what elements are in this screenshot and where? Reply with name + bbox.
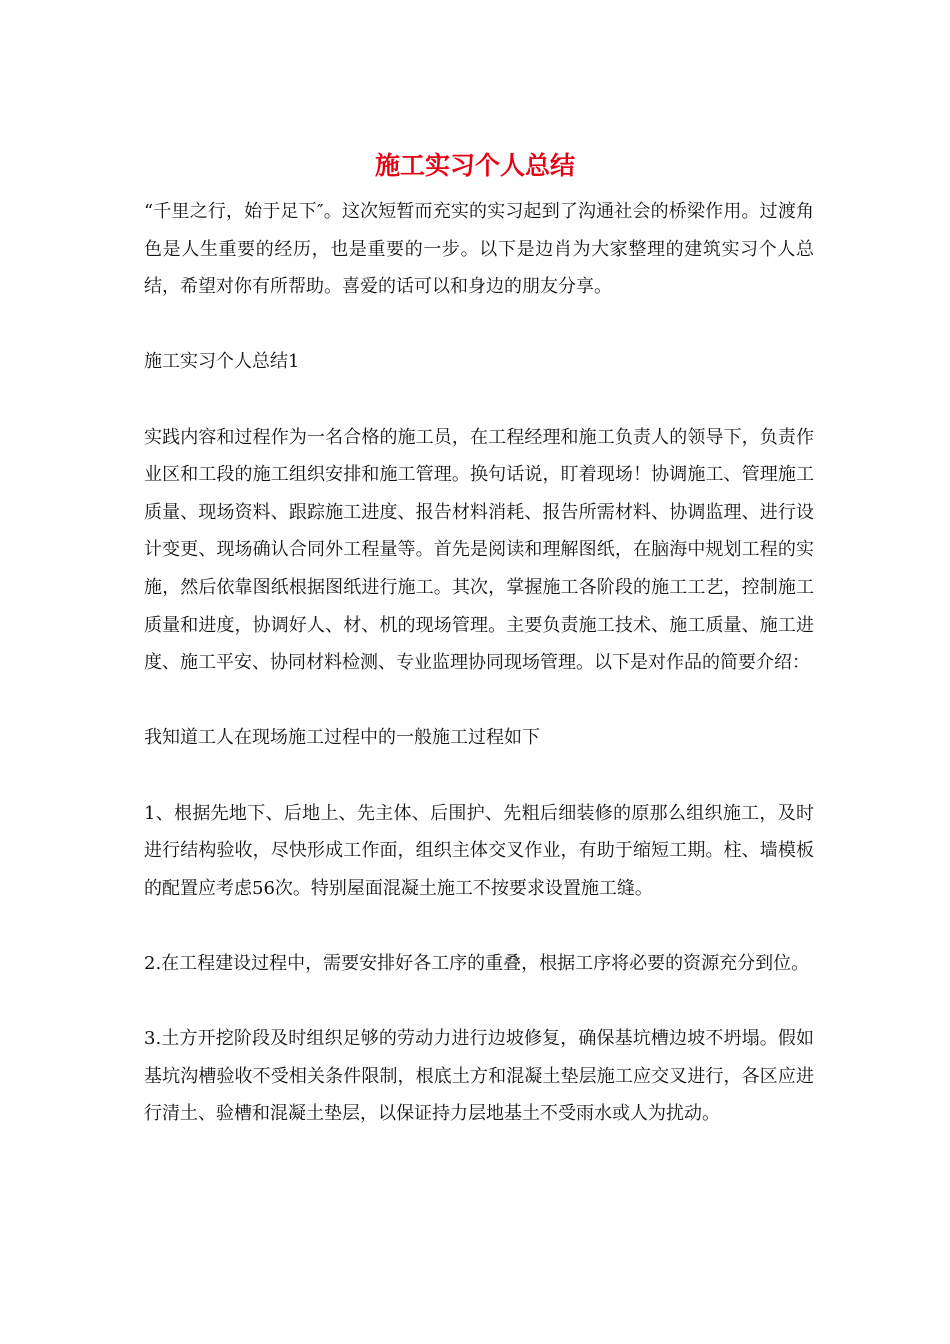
document-body — [144, 193, 814, 1170]
list-item: 1、根据先地下、后地上、先主体、后围护、先粗后细装修的原那么组织施工，及时进行结构验收，尽快形成工作面，组织主体交叉作业，有助于缩短工期。柱、墙模板的配置应考虑56次。特别屋面混凝土施工不按要求设置施工缝。 — [144, 802, 814, 899]
body-paragraph: 实践内容和过程作为一名合格的施工员，在工程经理和施工负责人的领导下，负责作业区和工段的施工组织安排和施工管理。换句话说，盯着现场！协调施工、管理施工质量、现场资料、跟踪施工进度、报告材料消耗、报告所需材料、协调监理、进行设计变更、现场确认合同外工程量等。首先是阅读和理解图纸，在脑海中规划工程的实施，然后依靠图纸根据图纸进行施工。其次，掌握施工各阶段的施工工艺，控制施工质量和进度，协调好人、材、机的现场管理。主要负责施工技术、施工质量、施工进度、施工平安、协同材料检测、专业监理协同现场管理。以下是对作品的简要介绍： — [144, 426, 814, 674]
body-paragraph: 我知道工人在现场施工过程中的一般施工过程如下 — [144, 727, 540, 749]
intro-paragraph: “千里之行，始于足下″。这次短暂而充实的实习起到了沟通社会的桥梁作用。过渡角色是人生重要的经历，也是重要的一步。以下是边肖为大家整理的建筑实习个人总结，希望对你有所帮助。喜爱的话可以和身边的朋友分享。 — [144, 201, 814, 298]
list-item: 2.在工程建设过程中，需要安排好各工序的重叠，根据工序将必要的资源充分到位。 — [144, 952, 810, 974]
section-heading: 施工实习个人总结1 — [144, 351, 300, 373]
list-item: 3.土方开挖阶段及时组织足够的劳动力进行边坡修复，确保基坑槽边坡不坍塌。假如基坑沟槽验收不受相关条件限制，根底土方和混凝土垫层施工应交叉进行，各区应进行清土、验槽和混凝土垫层，以保证持力层地基土不受雨水或人为扰动。 — [144, 1028, 814, 1125]
document-title: 施工实习个人总结 — [374, 151, 575, 180]
